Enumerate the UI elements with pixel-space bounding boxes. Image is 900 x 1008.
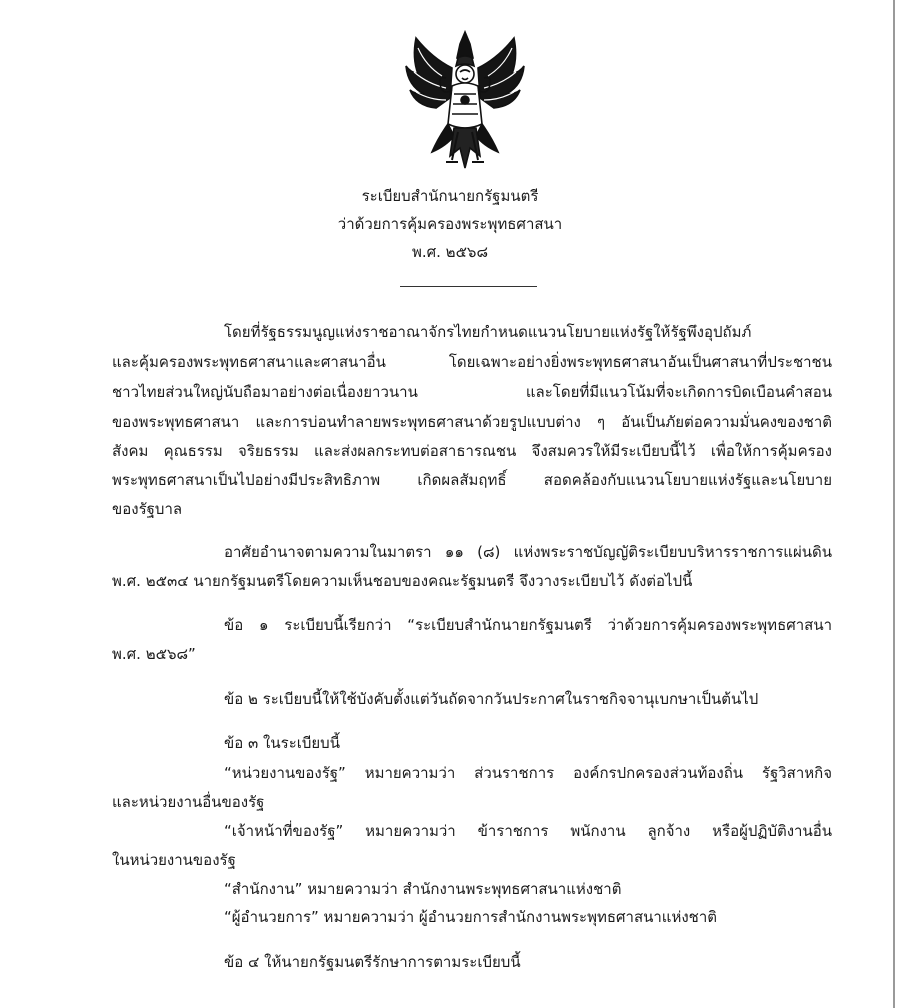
definition-office: “สำนักงาน” หมายความว่า สำนักงานพระพุทธศาสนาแห่งชาติ: [224, 880, 622, 898]
clause-2: ข้อ ๒ ระเบียบนี้ให้ใช้บังคับตั้งแต่วันถัดจากวันประกาศในราชกิจจานุเบกษาเป็นต้นไป: [224, 690, 759, 708]
regulation-year: พ.ศ. ๒๕๖๘: [411, 243, 489, 261]
preamble-line: ของพระพุทธศาสนา และการบ่อนทำลายพระพุทธศาสนาด้วยรูปแบบต่าง ๆ อันเป็นภัยต่อความมั่นคงของชาติ: [112, 413, 832, 431]
preamble-line: สังคม คุณธรรม จริยธรรม และส่งผลกระทบต่อสาธารณชน จึงสมควรให้มีระเบียบนี้ไว้ เพื่อให้การคุ้มครอง: [112, 442, 832, 460]
definition-state-agency-cont: และหน่วยงานอื่นของรัฐ: [112, 793, 265, 811]
regulation-title: ระเบียบสำนักนายกรัฐมนตรี: [361, 187, 539, 205]
preamble-line: และคุ้มครองพระพุทธศาสนาและศาสนาอื่น โดยเฉพาะอย่างยิ่งพระพุทธศาสนาอันเป็นศาสนาที่ประชาชน: [112, 353, 832, 371]
header-divider: [400, 286, 537, 287]
clause-4: ข้อ ๔ ให้นายกรัฐมนตรีรักษาการตามระเบียบนี้: [224, 953, 521, 971]
clause-3: ข้อ ๓ ในระเบียบนี้: [224, 734, 340, 752]
preamble-line: โดยที่รัฐธรรมนูญแห่งราชอาณาจักรไทยกำหนดแนวนโยบายแห่งรัฐให้รัฐพึงอุปถัมภ์: [224, 323, 752, 341]
clause-1-cont: พ.ศ. ๒๕๖๘”: [112, 645, 196, 663]
page-edge: [893, 0, 895, 1008]
definition-state-official: “เจ้าหน้าที่ของรัฐ” หมายความว่า ข้าราชการ พนักงาน ลูกจ้าง หรือผู้ปฏิบัติงานอื่น: [224, 822, 832, 840]
preamble-line: ของรัฐบาล: [112, 500, 183, 518]
definition-state-agency: “หน่วยงานของรัฐ” หมายความว่า ส่วนราชการ องค์กรปกครองส่วนท้องถิ่น รัฐวิสาหกิจ: [224, 764, 832, 782]
authority-line: พ.ศ. ๒๕๓๔ นายกรัฐมนตรีโดยความเห็นชอบของคณะรัฐมนตรี จึงวางระเบียบไว้ ดังต่อไปนี้: [112, 572, 693, 590]
definition-director: “ผู้อำนวยการ” หมายความว่า ผู้อำนวยการสำนักงานพระพุทธศาสนาแห่งชาติ: [224, 908, 718, 926]
authority-line: อาศัยอำนาจตามความในมาตรา ๑๑ (๘) แห่งพระราชบัญญัติระเบียบบริหารราชการแผ่นดิน: [224, 543, 832, 561]
definition-state-official-cont: ในหน่วยงานของรัฐ: [112, 851, 236, 869]
regulation-subject: ว่าด้วยการคุ้มครองพระพุทธศาสนา: [337, 215, 563, 233]
preamble-line: ชาวไทยส่วนใหญ่นับถือมาอย่างต่อเนื่องยาวนาน และโดยที่มีแนวโน้มที่จะเกิดการบิดเบือนคำสอน: [112, 383, 832, 401]
preamble-line: พระพุทธศาสนาเป็นไปอย่างมีประสิทธิภาพ เกิดผลสัมฤทธิ์ สอดคล้องกับแนวนโยบายแห่งรัฐและนโยบาย: [112, 471, 832, 489]
clause-1: ข้อ ๑ ระเบียบนี้เรียกว่า “ระเบียบสำนักนายกรัฐมนตรี ว่าด้วยการคุ้มครองพระพุทธศาสนา: [224, 616, 832, 634]
garuda-emblem-icon: [402, 28, 528, 176]
